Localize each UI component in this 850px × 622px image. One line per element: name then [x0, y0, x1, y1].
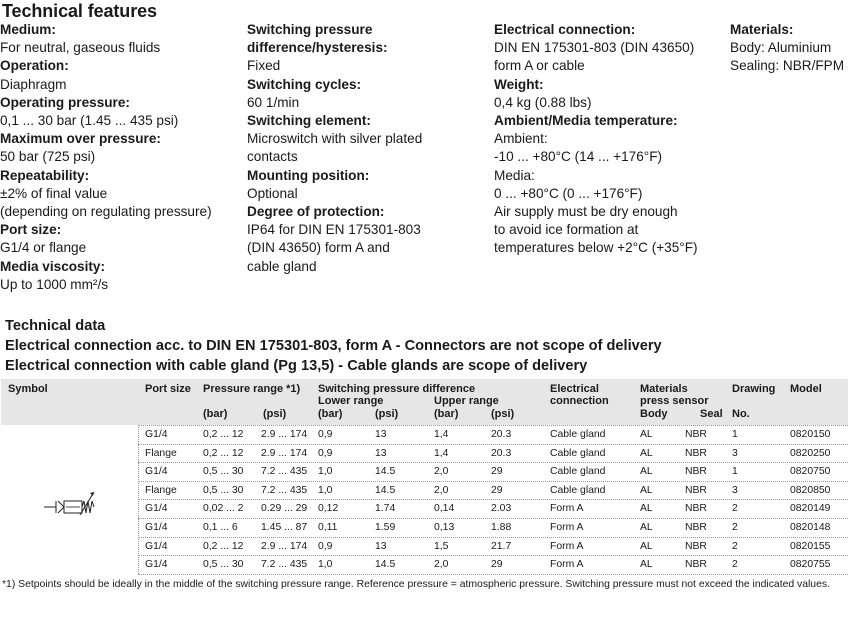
feature-value: contacts — [247, 149, 298, 165]
feature-value: Ambient: — [494, 131, 548, 147]
table-cell-ubar: 1,4 — [434, 447, 449, 459]
table-cell-bar: 0,2 ... 12 — [203, 447, 244, 459]
table-cell-lpsi: 13 — [375, 429, 387, 440]
header-pressure-range: Pressure range *1) — [203, 383, 301, 395]
table-cell-body: AL — [640, 466, 653, 478]
page-title: Technical features — [2, 1, 157, 21]
table-cell-port: G1/4 — [145, 559, 168, 571]
table-cell-psi: 7.2 ... 435 — [261, 484, 308, 496]
table-cell-body: AL — [640, 540, 653, 552]
feature-value: For neutral, gaseous fluids — [0, 40, 161, 56]
features-column-4 — [730, 21, 844, 76]
table-row-divider — [138, 481, 848, 482]
table-cell-bar: 0,2 ... 12 — [203, 540, 244, 552]
table-cell-body: AL — [640, 429, 653, 440]
table-cell-body: AL — [640, 559, 653, 571]
table-cell-elec: Form A — [550, 522, 584, 533]
table-cell-draw: 2 — [732, 559, 738, 571]
table-cell-port: G1/4 — [145, 429, 168, 440]
feature-label-operating-pressure: Operating pressure: — [0, 94, 130, 110]
table-cell-bar: 0,02 ... 2 — [203, 503, 244, 515]
feature-label-degree-of-protection: Degree of protection: — [247, 204, 385, 220]
table-cell-model: 0820755 — [790, 559, 831, 571]
technical-data-heading: Technical data — [5, 318, 106, 334]
table-cell-model: 0820750 — [790, 466, 831, 478]
table-row-divider — [138, 425, 848, 426]
table-cell-port: Flange — [145, 484, 177, 496]
table-cell-lbar: 0,9 — [318, 429, 333, 440]
table-cell-seal: NBR — [685, 466, 707, 478]
feature-label-repeatability: Repeatability: — [0, 167, 90, 183]
feature-label-port-size: Port size: — [0, 222, 62, 238]
technical-data-table — [1, 379, 848, 574]
table-cell-lbar: 1,0 — [318, 484, 333, 496]
table-cell-ubar: 0,13 — [434, 522, 455, 533]
table-cell-lpsi: 13 — [375, 540, 387, 552]
table-cell-body: AL — [640, 447, 653, 459]
table-row-divider — [138, 537, 848, 538]
feature-value: temperatures below +2°C (+35°F) — [494, 240, 698, 256]
table-cell-model: 0820150 — [790, 429, 831, 440]
feature-label-medium: Medium: — [0, 22, 56, 37]
table-cell-upsi: 29 — [491, 559, 503, 571]
table-cell-lpsi: 14.5 — [375, 559, 396, 571]
table-cell-elec: Form A — [550, 559, 584, 571]
feature-value: Microswitch with silver plated — [247, 131, 423, 147]
table-cell-upsi: 2.03 — [491, 503, 512, 515]
table-cell-lpsi: 14.5 — [375, 484, 396, 496]
table-row-divider — [138, 444, 848, 445]
feature-value: Sealing: NBR/FPM — [730, 58, 845, 74]
table-cell-model: 0820148 — [790, 522, 831, 533]
table-cell-lbar: 0,12 — [318, 503, 339, 515]
table-cell-lbar: 0,9 — [318, 540, 333, 552]
table-cell-psi: 2.9 ... 174 — [261, 447, 308, 459]
feature-value: G1/4 or flange — [0, 240, 87, 256]
feature-value: 0 ... +80°C (0 ... +176°F) — [494, 185, 643, 201]
header-lower-range: Lower range — [318, 395, 384, 407]
feature-value: Optional — [247, 185, 298, 201]
table-cell-port: G1/4 — [145, 522, 168, 533]
table-cell-elec: Cable gland — [550, 447, 606, 459]
table-cell-ubar: 1,4 — [434, 429, 449, 440]
table-cell-model: 0820850 — [790, 484, 831, 496]
header-switching-difference: Switching pressure difference — [318, 383, 476, 395]
feature-value: Up to 1000 mm²/s — [0, 276, 109, 292]
table-cell-model: 0820149 — [790, 503, 831, 515]
feature-value: Media: — [494, 167, 535, 183]
table-cell-bar: 0,5 ... 30 — [203, 466, 244, 478]
table-cell-port: Flange — [145, 447, 177, 459]
table-cell-seal: NBR — [685, 540, 707, 552]
table-cell-elec: Cable gland — [550, 484, 606, 496]
table-cell-upsi: 20.3 — [491, 447, 512, 459]
table-cell-bar: 0,1 ... 6 — [203, 522, 238, 533]
technical-data-subheading-cable-gland: Electrical connection with cable gland (Pg 13,5) - Cable glands are scope of delivery — [5, 358, 588, 374]
table-row-divider — [138, 499, 848, 500]
table-cell-draw: 2 — [732, 540, 738, 552]
header-pressure-bar: (bar) — [203, 408, 228, 420]
table-cell-model: 0820250 — [790, 447, 831, 459]
table-cell-port: G1/4 — [145, 503, 168, 515]
table-cell-ubar: 2,0 — [434, 559, 449, 571]
features-column-1 — [0, 21, 212, 294]
feature-value: form A or cable — [494, 58, 585, 74]
table-cell-lbar: 0,9 — [318, 447, 333, 459]
technical-data-subheading-form-a: Electrical connection acc. to DIN EN 175301-803, form A - Connectors are not scope of delivery — [5, 338, 662, 354]
table-cell-seal: NBR — [685, 503, 707, 515]
feature-value: IP64 for DIN EN 175301-803 — [247, 222, 421, 238]
feature-label-operation: Operation: — [0, 58, 69, 74]
feature-label-weight: Weight: — [494, 76, 544, 92]
table-cell-model: 0820155 — [790, 540, 831, 552]
feature-value: -10 ... +80°C (14 ... +176°F) — [494, 149, 663, 165]
feature-label-electrical-connection: Electrical connection: — [494, 22, 636, 37]
table-cell-bar: 0,2 ... 12 — [203, 429, 244, 440]
table-row-divider — [138, 518, 848, 519]
table-cell-body: AL — [640, 484, 653, 496]
table-cell-ubar: 2,0 — [434, 484, 449, 496]
table-cell-upsi: 29 — [491, 466, 503, 478]
table-cell-psi: 2.9 ... 174 — [261, 540, 308, 552]
header-connection: connection — [550, 395, 609, 407]
header-upper-psi: (psi) — [491, 408, 515, 420]
table-cell-elec: Form A — [550, 540, 584, 552]
table-cell-lpsi: 14.5 — [375, 466, 396, 478]
table-cell-seal: NBR — [685, 429, 707, 440]
table-cell-draw: 1 — [732, 429, 738, 440]
table-cell-lpsi: 1.74 — [375, 503, 396, 515]
feature-label-switching-cycles: Switching cycles: — [247, 76, 362, 92]
table-cell-draw: 2 — [732, 503, 738, 515]
feature-label-media-viscosity: Media viscosity: — [0, 258, 106, 274]
table-cell-psi: 2.9 ... 174 — [261, 429, 308, 440]
table-cell-draw: 1 — [732, 466, 738, 478]
table-cell-bar: 0,5 ... 30 — [203, 484, 244, 496]
table-cell-body: AL — [640, 522, 653, 533]
table-cell-psi: 7.2 ... 435 — [261, 466, 308, 478]
feature-value: 50 bar (725 psi) — [0, 149, 96, 165]
table-cell-lbar: 0,11 — [318, 522, 338, 533]
table-cell-lpsi: 13 — [375, 447, 387, 459]
table-cell-upsi: 29 — [491, 484, 503, 496]
table-cell-bar: 0,5 ... 30 — [203, 559, 244, 571]
table-cell-port: G1/4 — [145, 466, 168, 478]
table-cell-seal: NBR — [685, 484, 707, 496]
feature-value: (DIN 43650) form A and — [247, 240, 390, 256]
header-lower-bar: (bar) — [318, 408, 343, 420]
pressure-switch-symbol-icon — [44, 488, 98, 518]
feature-label-mounting-position: Mounting position: — [247, 167, 370, 183]
table-cell-elec: Cable gland — [550, 466, 606, 478]
header-materials: Materials — [640, 383, 688, 395]
features-column-2 — [247, 21, 422, 276]
table-cell-lbar: 1,0 — [318, 559, 333, 571]
feature-value: 0,1 ... 30 bar (1.45 ... 435 psi) — [0, 113, 179, 129]
table-header — [1, 379, 848, 425]
feature-value: ±2% of final value — [0, 185, 108, 201]
header-symbol: Symbol — [8, 383, 48, 395]
feature-label-maximum-over-pressure: Maximum over pressure: — [0, 131, 161, 147]
table-cell-seal: NBR — [685, 559, 707, 571]
feature-label-ambient-media-temperature: Ambient/Media temperature: — [494, 113, 678, 129]
feature-label-switching-pressure: Switching pressure — [247, 22, 373, 37]
feature-value: 0,4 kg (0.88 lbs) — [494, 94, 592, 110]
header-upper-bar: (bar) — [434, 408, 459, 420]
feature-value: Diaphragm — [0, 76, 67, 92]
table-cell-draw: 3 — [732, 484, 738, 496]
header-press-sensor: press sensor — [640, 395, 709, 407]
feature-value: Air supply must be dry enough — [494, 204, 678, 220]
table-cell-ubar: 1,5 — [434, 540, 449, 552]
table-row-divider — [138, 574, 848, 575]
table-cell-upsi: 21.7 — [491, 540, 512, 552]
table-cell-psi: 7.2 ... 435 — [261, 559, 308, 571]
feature-value: DIN EN 175301-803 (DIN 43650) — [494, 40, 695, 56]
features-column-3 — [494, 21, 698, 258]
table-row-divider — [138, 462, 848, 463]
feature-value: Body: Aluminium — [730, 40, 832, 56]
feature-value: 60 1/min — [247, 94, 300, 110]
feature-value: cable gland — [247, 258, 317, 274]
feature-label-difference-hysteresis: difference/hysteresis: — [247, 40, 388, 56]
feature-value: (depending on regulating pressure) — [0, 204, 212, 220]
table-cell-body: AL — [640, 503, 653, 515]
header-electrical: Electrical — [550, 383, 599, 395]
table-cell-draw: 3 — [732, 447, 738, 459]
header-model: Model — [790, 383, 822, 395]
feature-label-materials: Materials: — [730, 22, 794, 37]
header-seal: Seal — [700, 408, 723, 420]
header-drawing: Drawing — [732, 383, 776, 395]
header-drawing-no: No. — [732, 408, 750, 420]
header-body: Body — [640, 408, 668, 420]
header-lower-psi: (psi) — [375, 408, 399, 420]
table-cell-upsi: 1.88 — [491, 522, 512, 533]
table-row-divider — [138, 555, 848, 556]
table-cell-ubar: 2,0 — [434, 466, 449, 478]
table-cell-ubar: 0,14 — [434, 503, 455, 515]
table-cell-lbar: 1,0 — [318, 466, 333, 478]
table-cell-lpsi: 1.59 — [375, 522, 396, 533]
table-cell-seal: NBR — [685, 447, 707, 459]
feature-label-switching-element: Switching element: — [247, 113, 371, 129]
feature-value: to avoid ice formation at — [494, 222, 639, 238]
header-pressure-psi: (psi) — [263, 408, 287, 420]
header-port-size: Port size — [145, 383, 191, 395]
table-cell-psi: 1.45 ... 87 — [261, 522, 308, 533]
footnote: *1) Setpoints should be ideally in the middle of the switching pressure range. Reference pressure = atmospheric pressure. Switching pressure must not exceed the indicated values. — [2, 579, 830, 590]
table-cell-port: G1/4 — [145, 540, 168, 552]
header-upper-range: Upper range — [434, 395, 499, 407]
table-cell-elec: Form A — [550, 503, 584, 515]
table-cell-psi: 0.29 ... 29 — [261, 503, 308, 515]
table-cell-seal: NBR — [685, 522, 707, 533]
table-cell-upsi: 20.3 — [491, 429, 512, 440]
table-cell-elec: Cable gland — [550, 429, 606, 440]
feature-value: Fixed — [247, 58, 281, 74]
table-cell-draw: 2 — [732, 522, 738, 533]
